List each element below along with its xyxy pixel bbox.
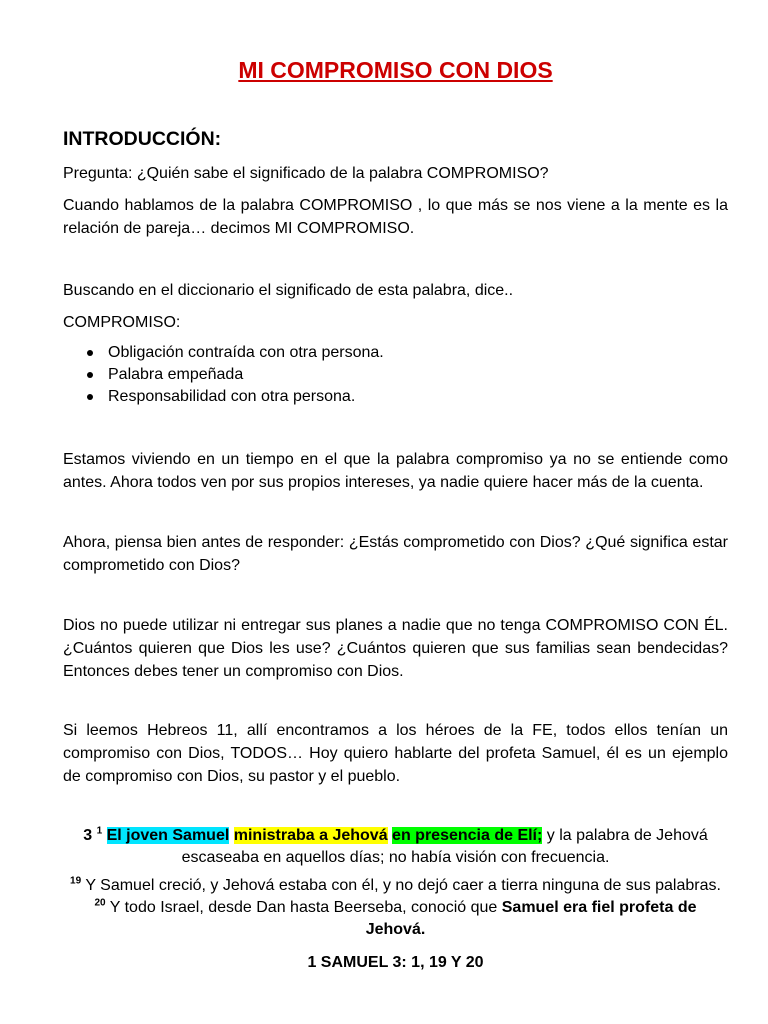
verse-number: 1 <box>96 825 103 837</box>
highlight-cyan: El joven Samuel <box>106 827 230 844</box>
highlight-yellow: ministraba a Jehová <box>233 827 388 844</box>
intro-heading: INTRODUCCIÓN: <box>63 128 222 150</box>
bible-reference: 1 SAMUEL 3: 1, 19 Y 20 <box>307 954 484 971</box>
bullet-icon <box>87 394 93 400</box>
verse-bold-text: Samuel era fiel profeta de Jehová. <box>365 899 697 938</box>
verse-number: 20 <box>94 897 106 909</box>
chapter-number: 3 <box>83 827 93 844</box>
body-paragraph: Estamos viviendo en un tiempo en el que la palabra compromiso ya no se entiende como antes. Ahora todos ven por sus propios intereses, ya nadie quiere hacer más de la cuenta. <box>63 451 728 491</box>
highlight-green: en presencia de Elí; <box>392 827 543 844</box>
verse-text: y la palabra de Jehová escaseaba en aquellos días; no había visión con frecuencia. <box>181 827 708 866</box>
verse-text: Y Samuel creció, y Jehová estaba con él, y no dejó caer a tierra ninguna de sus palabras. <box>81 877 721 894</box>
compromiso-label: COMPROMISO: <box>63 314 181 331</box>
bullet-icon <box>87 350 93 356</box>
bible-verse-2 <box>63 875 728 941</box>
bullet-icon <box>87 372 93 378</box>
verse-number: 19 <box>70 875 82 887</box>
definition-intro-paragraph: Cuando hablamos de la palabra COMPROMISO , lo que más se nos viene a la mente es la relación de pareja… decimos MI COMPROMISO. <box>63 197 728 237</box>
dictionary-paragraph: Buscando en el diccionario el significado de esta palabra, dice.. <box>63 282 514 299</box>
document-title: MI COMPROMISO CON DIOS <box>238 57 553 83</box>
list-item: Responsabilidad con otra persona. <box>63 386 384 408</box>
bible-verse-1 <box>63 825 728 869</box>
verse-text: Y todo Israel, desde Dan hasta Beerseba, conoció que <box>105 899 502 916</box>
definition-list <box>63 342 384 408</box>
body-paragraph: Si leemos Hebreos 11, allí encontramos a los héroes de la FE, todos ellos tenían un compromiso con Dios, TODOS… Hoy quiero hablarte del profeta Samuel, él es un ejemplo de compromiso con Dios, su pastor y el pueblo. <box>63 722 728 785</box>
list-item: Palabra empeñada <box>63 364 384 386</box>
body-paragraph: Ahora, piensa bien antes de responder: ¿Estás comprometido con Dios? ¿Qué significa estar comprometido con Dios? <box>63 534 728 574</box>
body-paragraph: Dios no puede utilizar ni entregar sus planes a nadie que no tenga COMPROMISO CON ÉL. ¿Cuántos quieren que Dios les use? ¿Cuántos quieren que sus familias sean bendecidas? Entonces debes tener un compromiso con Dios. <box>63 617 728 680</box>
list-item: Obligación contraída con otra persona. <box>63 342 384 364</box>
question-paragraph: Pregunta: ¿Quién sabe el significado de la palabra COMPROMISO? <box>63 165 549 182</box>
